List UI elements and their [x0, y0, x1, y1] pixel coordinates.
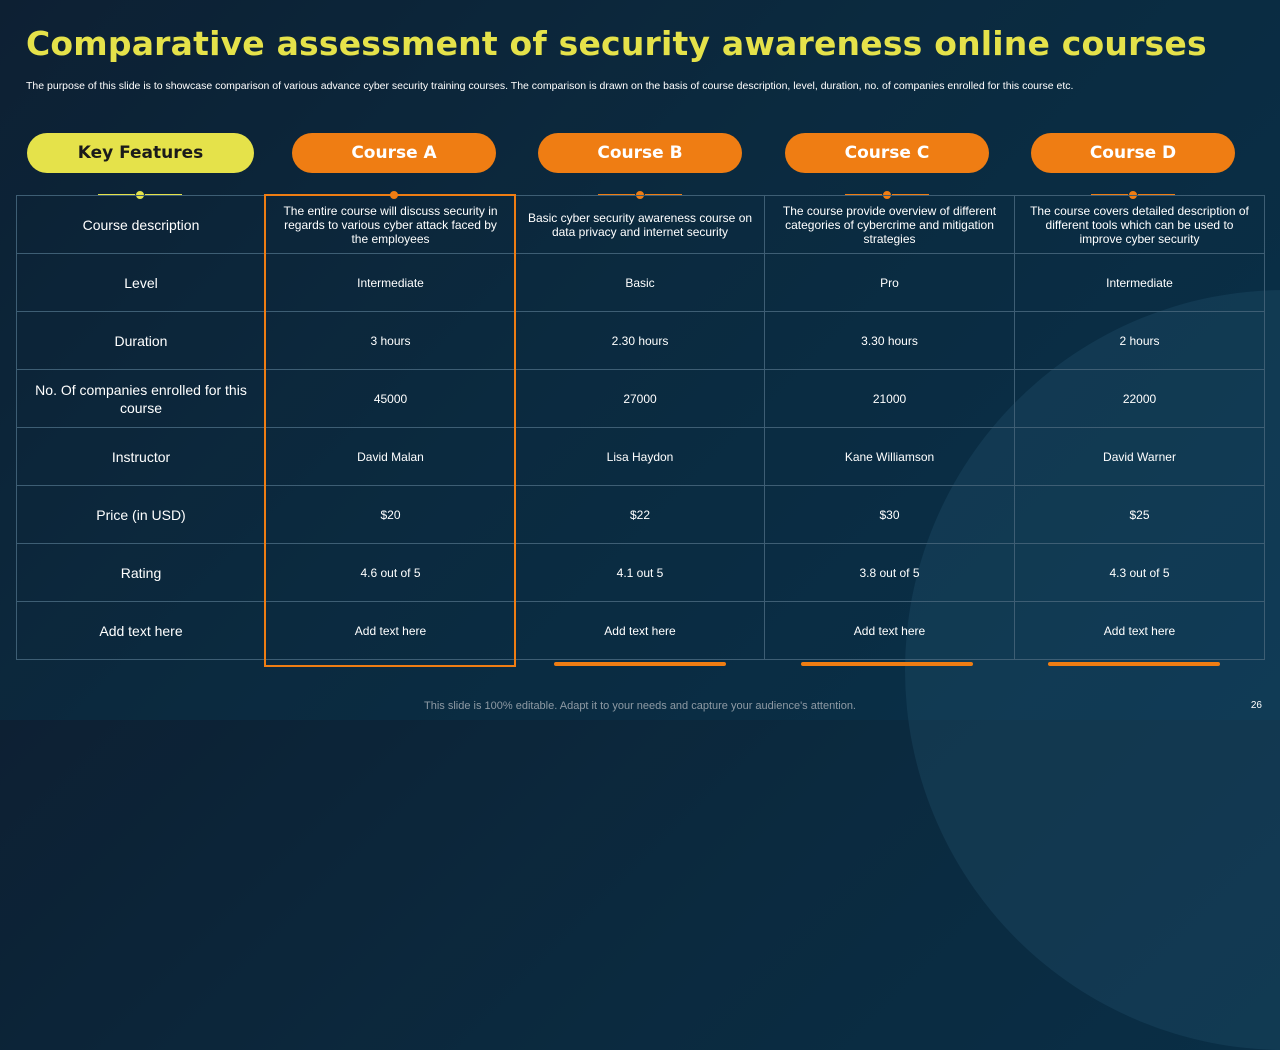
key-features-header: Key Features: [27, 133, 254, 173]
page-number: 26: [1250, 700, 1262, 711]
table-row: [17, 544, 1265, 602]
table-row: [17, 428, 1265, 486]
course-c-cell: 3.30 hours: [765, 312, 1015, 370]
course-b-cell: Basic cyber security awareness course on data privacy and internet security: [516, 196, 765, 254]
course-c-cell: Pro: [765, 254, 1015, 312]
course-d-cell: Intermediate: [1015, 254, 1265, 312]
course-c-cell: 21000: [765, 370, 1015, 428]
course-b-cell: Basic: [516, 254, 765, 312]
course-d-cell: 4.3 out of 5: [1015, 544, 1265, 602]
feature-label: No. Of companies enrolled for this course: [17, 370, 266, 428]
course-d-bottom-bar: [1048, 662, 1220, 666]
comparison-table: [16, 195, 1265, 660]
course-d-cell: 22000: [1015, 370, 1265, 428]
course-d-cell: 2 hours: [1015, 312, 1265, 370]
course-a-cell: 45000: [266, 370, 516, 428]
course-a-cell: 3 hours: [266, 312, 516, 370]
course-a-cell: 4.6 out of 5: [266, 544, 516, 602]
table-row: [17, 602, 1265, 660]
feature-label: Instructor: [17, 428, 266, 486]
table-row: [17, 312, 1265, 370]
page-title: Comparative assessment of security awareness online courses: [26, 24, 1207, 63]
course-b-header: Course B: [538, 133, 742, 173]
course-d-header: Course D: [1031, 133, 1235, 173]
course-a-header: Course A: [292, 133, 496, 173]
course-c-cell: Kane Williamson: [765, 428, 1015, 486]
course-b-cell: 4.1 out 5: [516, 544, 765, 602]
course-c-bottom-bar: [801, 662, 973, 666]
feature-label: Price (in USD): [17, 486, 266, 544]
page-subtitle: The purpose of this slide is to showcase comparison of various advance cyber security training courses. The comparison is drawn on the basis of course description, level, duration, no. of companies enrolled for this course etc.: [26, 80, 1074, 92]
course-b-cell: Lisa Haydon: [516, 428, 765, 486]
course-b-cell: 2.30 hours: [516, 312, 765, 370]
course-b-cell: Add text here: [516, 602, 765, 660]
course-c-cell: Add text here: [765, 602, 1015, 660]
feature-label: Duration: [17, 312, 266, 370]
table-row: [17, 486, 1265, 544]
course-a-cell: The entire course will discuss security in regards to various cyber attack faced by the employees: [266, 196, 516, 254]
feature-label: Course description: [17, 196, 266, 254]
course-a-cell: Add text here: [266, 602, 516, 660]
course-b-cell: 27000: [516, 370, 765, 428]
course-a-cell: Intermediate: [266, 254, 516, 312]
course-d-cell: Add text here: [1015, 602, 1265, 660]
course-a-cell: David Malan: [266, 428, 516, 486]
footer-note: This slide is 100% editable. Adapt it to your needs and capture your audience's attention.: [424, 700, 856, 712]
table-row: [17, 196, 1265, 254]
table-row: [17, 254, 1265, 312]
course-d-cell: The course covers detailed description of different tools which can be used to improve cyber security: [1015, 196, 1265, 254]
course-d-cell: David Warner: [1015, 428, 1265, 486]
course-c-cell: $30: [765, 486, 1015, 544]
course-c-header: Course C: [785, 133, 989, 173]
table-row: [17, 370, 1265, 428]
course-a-cell: $20: [266, 486, 516, 544]
feature-label: Level: [17, 254, 266, 312]
course-c-cell: The course provide overview of different categories of cybercrime and mitigation strategies: [765, 196, 1015, 254]
course-b-cell: $22: [516, 486, 765, 544]
feature-label: Add text here: [17, 602, 266, 660]
course-b-bottom-bar: [554, 662, 726, 666]
course-c-cell: 3.8 out of 5: [765, 544, 1015, 602]
course-d-cell: $25: [1015, 486, 1265, 544]
feature-label: Rating: [17, 544, 266, 602]
